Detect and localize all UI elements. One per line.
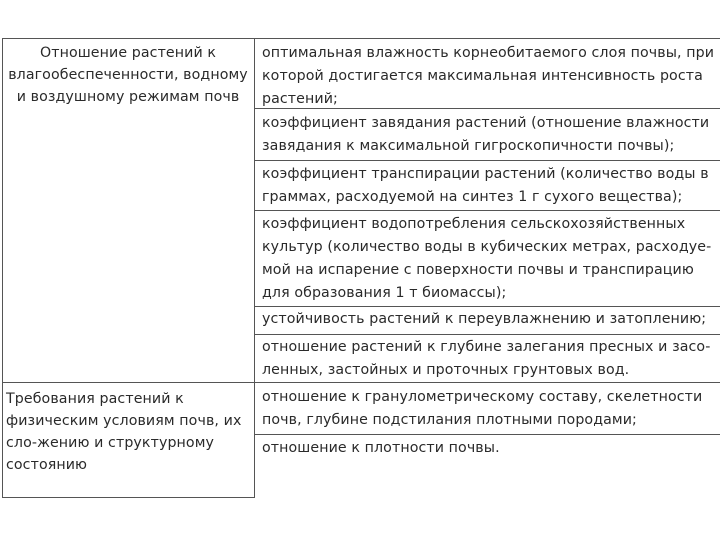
group-divider-left	[2, 382, 254, 383]
criterion-cell: устойчивость растений к переувлажнению и затоплению;	[262, 311, 707, 327]
category-cell: Требования растений к физическим условиям почв, их сло-жению и структурному состоянию	[6, 391, 242, 473]
table-border-bottom	[2, 497, 254, 498]
criterion-cell: отношение к плотности почвы.	[262, 440, 500, 456]
row-divider	[254, 306, 720, 307]
row-divider	[254, 334, 720, 335]
table-border-left	[2, 38, 3, 498]
criterion-cell: коэффициент завядания растений (отношение влажности завядания к максимальной гигроскопичности почвы);	[262, 115, 710, 154]
table-border-top	[2, 38, 720, 39]
criterion-cell: отношение к гранулометрическому составу, скелетности почв, глубине подстилания плотными породами;	[262, 389, 703, 428]
row-divider	[254, 434, 720, 435]
criterion-cell: коэффициент водопотребления сельскохозяйственных культур (количество воды в кубических метрах, расходуе-мой на испарение с поверхности почвы и транспирацию для образования 1 т биомассы);	[262, 216, 712, 301]
row-divider	[254, 210, 720, 211]
row-divider	[254, 382, 720, 383]
criterion-cell: отношение растений к глубине залегания пресных и засо-ленных, застойных и проточных грунтовых вод.	[262, 339, 711, 378]
category-cell: Отношение растений к влагообеспеченности, водному и воздушному режимам почв	[8, 45, 248, 105]
row-divider	[254, 160, 720, 161]
column-divider	[254, 38, 255, 498]
criterion-cell: коэффициент транспирации растений (количество воды в граммах, расходуемой на синтез 1 г сухого вещества);	[262, 166, 709, 205]
criterion-cell: оптимальная влажность корнеобитаемого слоя почвы, при которой достигается максимальная интенсивность роста растений;	[262, 45, 715, 107]
